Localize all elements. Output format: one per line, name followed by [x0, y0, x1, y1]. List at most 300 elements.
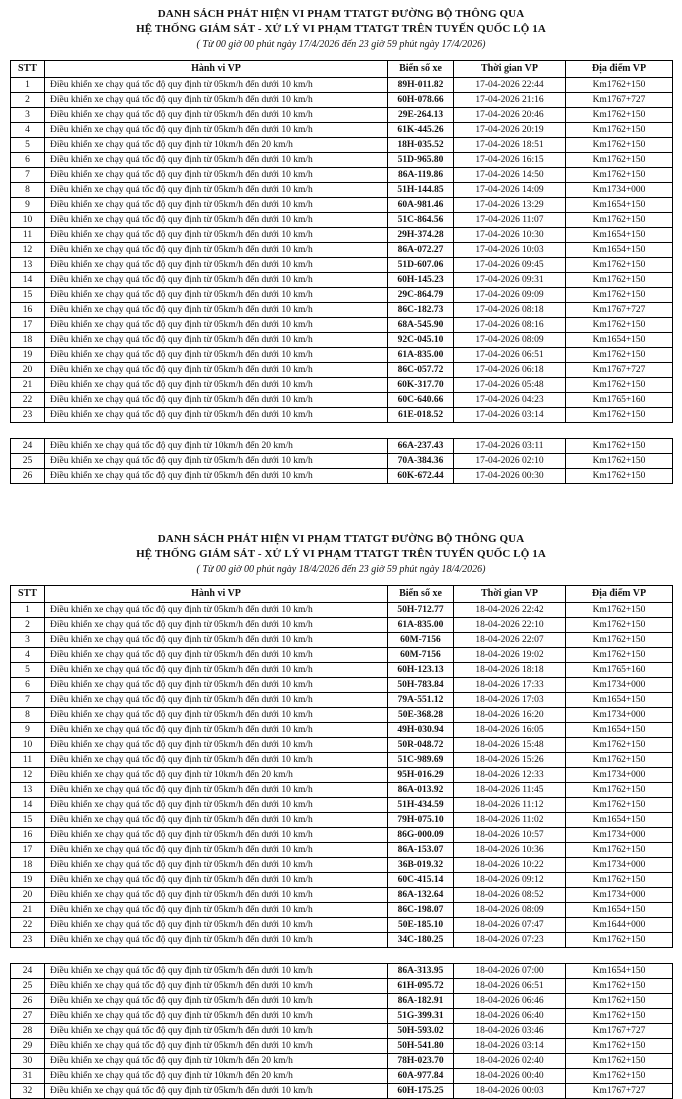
cell-stt: 18 [11, 858, 45, 873]
cell-stt: 24 [11, 964, 45, 979]
cell-plate: 60M-7156 [388, 633, 454, 648]
table-row [11, 408, 673, 423]
table-row [11, 964, 673, 979]
cell-plate: 61H-095.72 [388, 979, 454, 994]
cell-behavior: Điều khiển xe chạy quá tốc độ quy định từ 05km/h đến dưới 10 km/h [45, 108, 388, 123]
cell-stt: 25 [11, 979, 45, 994]
table-header-row [11, 586, 673, 603]
cell-plate: 51C-989.69 [388, 753, 454, 768]
cell-stt: 4 [11, 123, 45, 138]
cell-plate: 60M-7156 [388, 648, 454, 663]
document-title-line2: HỆ THỐNG GIÁM SÁT - XỬ LÝ VI PHẠM TTATGT TRÊN TUYẾN QUỐC LỘ 1A [136, 23, 546, 35]
cell-stt: 5 [11, 663, 45, 678]
table-row [11, 243, 673, 258]
cell-stt: 22 [11, 393, 45, 408]
cell-stt: 11 [11, 753, 45, 768]
cell-behavior: Điều khiển xe chạy quá tốc độ quy định từ 05km/h đến dưới 10 km/h [45, 618, 388, 633]
cell-time: 17-04-2026 08:18 [454, 303, 566, 318]
table-row [11, 753, 673, 768]
table-row [11, 918, 673, 933]
table-row [11, 168, 673, 183]
cell-stt: 10 [11, 738, 45, 753]
cell-time: 17-04-2026 03:14 [454, 408, 566, 423]
cell-plate: 18H-035.52 [388, 138, 454, 153]
cell-location: Km1762+150 [566, 798, 673, 813]
cell-location: Km1762+150 [566, 288, 673, 303]
cell-location: Km1734+000 [566, 678, 673, 693]
cell-plate: 86A-119.86 [388, 168, 454, 183]
table-row [11, 213, 673, 228]
cell-plate: 51G-399.31 [388, 1009, 454, 1024]
cell-time: 17-04-2026 10:03 [454, 243, 566, 258]
cell-time: 17-04-2026 22:44 [454, 78, 566, 93]
cell-behavior: Điều khiển xe chạy quá tốc độ quy định từ 05km/h đến dưới 10 km/h [45, 93, 388, 108]
cell-stt: 15 [11, 288, 45, 303]
cell-behavior: Điều khiển xe chạy quá tốc độ quy định từ 05km/h đến dưới 10 km/h [45, 228, 388, 243]
cell-stt: 23 [11, 933, 45, 948]
cell-plate: 50R-048.72 [388, 738, 454, 753]
violation-report-section-2 [0, 532, 682, 1099]
column-header-behavior: Hành vi VP [45, 586, 388, 603]
cell-plate: 60C-415.14 [388, 873, 454, 888]
table-row [11, 333, 673, 348]
cell-time: 18-04-2026 00:03 [454, 1084, 566, 1099]
cell-plate: 70A-384.36 [388, 454, 454, 469]
cell-plate: 86A-132.64 [388, 888, 454, 903]
cell-plate: 60H-145.23 [388, 273, 454, 288]
cell-plate: 79H-075.10 [388, 813, 454, 828]
table-row [11, 1009, 673, 1024]
cell-stt: 12 [11, 768, 45, 783]
cell-stt: 6 [11, 678, 45, 693]
cell-stt: 15 [11, 813, 45, 828]
cell-stt: 2 [11, 618, 45, 633]
cell-stt: 3 [11, 633, 45, 648]
cell-time: 18-04-2026 12:33 [454, 768, 566, 783]
cell-plate: 34C-180.25 [388, 933, 454, 948]
cell-stt: 5 [11, 138, 45, 153]
cell-time: 17-04-2026 08:09 [454, 333, 566, 348]
table-row [11, 78, 673, 93]
table-row [11, 108, 673, 123]
cell-time: 18-04-2026 15:48 [454, 738, 566, 753]
cell-plate: 50E-368.28 [388, 708, 454, 723]
cell-plate: 86C-182.73 [388, 303, 454, 318]
cell-behavior: Điều khiển xe chạy quá tốc độ quy định từ 05km/h đến dưới 10 km/h [45, 1024, 388, 1039]
cell-time: 18-04-2026 10:22 [454, 858, 566, 873]
table-row [11, 903, 673, 918]
cell-location: Km1762+150 [566, 933, 673, 948]
cell-behavior: Điều khiển xe chạy quá tốc độ quy định từ 05km/h đến dưới 10 km/h [45, 858, 388, 873]
cell-behavior: Điều khiển xe chạy quá tốc độ quy định từ 05km/h đến dưới 10 km/h [45, 753, 388, 768]
cell-time: 17-04-2026 21:16 [454, 93, 566, 108]
table-row [11, 768, 673, 783]
cell-stt: 30 [11, 1054, 45, 1069]
cell-behavior: Điều khiển xe chạy quá tốc độ quy định từ 05km/h đến dưới 10 km/h [45, 633, 388, 648]
cell-location: Km1734+000 [566, 768, 673, 783]
cell-behavior: Điều khiển xe chạy quá tốc độ quy định từ 05km/h đến dưới 10 km/h [45, 273, 388, 288]
cell-location: Km1734+000 [566, 888, 673, 903]
cell-behavior: Điều khiển xe chạy quá tốc độ quy định từ 05km/h đến dưới 10 km/h [45, 903, 388, 918]
cell-time: 18-04-2026 16:05 [454, 723, 566, 738]
table-row [11, 1054, 673, 1069]
column-header-plate: Biển số xe [388, 586, 454, 603]
cell-time: 17-04-2026 06:18 [454, 363, 566, 378]
table-row [11, 618, 673, 633]
cell-location: Km1762+150 [566, 738, 673, 753]
cell-time: 18-04-2026 07:23 [454, 933, 566, 948]
cell-time: 18-04-2026 06:40 [454, 1009, 566, 1024]
cell-time: 17-04-2026 18:51 [454, 138, 566, 153]
cell-time: 18-04-2026 07:47 [454, 918, 566, 933]
cell-behavior: Điều khiển xe chạy quá tốc độ quy định từ 10km/h đến 20 km/h [45, 138, 388, 153]
cell-location: Km1654+150 [566, 243, 673, 258]
cell-time: 18-04-2026 16:20 [454, 708, 566, 723]
table-row [11, 198, 673, 213]
document-date-range: ( Từ 00 giờ 00 phút ngày 18/4/2026 đến 23 giờ 59 phút ngày 18/4/2026) [196, 564, 486, 575]
table-row [11, 1084, 673, 1099]
cell-behavior: Điều khiển xe chạy quá tốc độ quy định từ 05km/h đến dưới 10 km/h [45, 603, 388, 618]
document-title-line1: DANH SÁCH PHÁT HIỆN VI PHẠM TTATGT ĐƯỜNG BỘ THÔNG QUA [157, 8, 525, 20]
cell-plate: 51C-864.56 [388, 213, 454, 228]
column-header-location: Địa điểm VP [566, 61, 673, 78]
cell-behavior: Điều khiển xe chạy quá tốc độ quy định từ 05km/h đến dưới 10 km/h [45, 123, 388, 138]
cell-stt: 1 [11, 603, 45, 618]
cell-location: Km1734+000 [566, 828, 673, 843]
cell-location: Km1654+150 [566, 964, 673, 979]
cell-behavior: Điều khiển xe chạy quá tốc độ quy định từ 05km/h đến dưới 10 km/h [45, 153, 388, 168]
cell-behavior: Điều khiển xe chạy quá tốc độ quy định từ 05km/h đến dưới 10 km/h [45, 678, 388, 693]
cell-stt: 7 [11, 168, 45, 183]
cell-location: Km1762+150 [566, 213, 673, 228]
cell-stt: 8 [11, 183, 45, 198]
cell-plate: 51D-607.06 [388, 258, 454, 273]
cell-location: Km1762+150 [566, 123, 673, 138]
cell-time: 18-04-2026 08:52 [454, 888, 566, 903]
cell-location: Km1654+150 [566, 723, 673, 738]
violations-table-continuation [10, 438, 673, 484]
table-row [11, 258, 673, 273]
cell-location: Km1762+150 [566, 1054, 673, 1069]
cell-stt: 29 [11, 1039, 45, 1054]
table-row [11, 469, 673, 484]
table-row [11, 858, 673, 873]
cell-plate: 86A-153.07 [388, 843, 454, 858]
cell-time: 18-04-2026 02:40 [454, 1054, 566, 1069]
cell-time: 17-04-2026 00:30 [454, 469, 566, 484]
table-row [11, 723, 673, 738]
cell-time: 18-04-2026 22:42 [454, 603, 566, 618]
cell-location: Km1654+150 [566, 693, 673, 708]
cell-stt: 14 [11, 273, 45, 288]
cell-stt: 2 [11, 93, 45, 108]
cell-behavior: Điều khiển xe chạy quá tốc độ quy định từ 05km/h đến dưới 10 km/h [45, 873, 388, 888]
cell-plate: 68A-545.90 [388, 318, 454, 333]
column-header-time: Thời gian VP [454, 586, 566, 603]
cell-behavior: Điều khiển xe chạy quá tốc độ quy định từ 05km/h đến dưới 10 km/h [45, 964, 388, 979]
cell-stt: 25 [11, 454, 45, 469]
cell-time: 17-04-2026 11:07 [454, 213, 566, 228]
table-row [11, 663, 673, 678]
cell-time: 17-04-2026 13:29 [454, 198, 566, 213]
cell-time: 18-04-2026 03:46 [454, 1024, 566, 1039]
cell-location: Km1644+000 [566, 918, 673, 933]
table-row [11, 1039, 673, 1054]
table-row [11, 873, 673, 888]
cell-behavior: Điều khiển xe chạy quá tốc độ quy định từ 05km/h đến dưới 10 km/h [45, 378, 388, 393]
cell-location: Km1762+150 [566, 318, 673, 333]
cell-plate: 61K-445.26 [388, 123, 454, 138]
table-row [11, 228, 673, 243]
cell-time: 18-04-2026 03:14 [454, 1039, 566, 1054]
cell-location: Km1762+150 [566, 138, 673, 153]
cell-plate: 66A-237.43 [388, 439, 454, 454]
cell-location: Km1762+150 [566, 843, 673, 858]
cell-location: Km1762+150 [566, 378, 673, 393]
cell-location: Km1767+727 [566, 1084, 673, 1099]
cell-location: Km1762+150 [566, 618, 673, 633]
cell-stt: 10 [11, 213, 45, 228]
cell-location: Km1762+150 [566, 78, 673, 93]
cell-stt: 13 [11, 258, 45, 273]
cell-behavior: Điều khiển xe chạy quá tốc độ quy định từ 05km/h đến dưới 10 km/h [45, 828, 388, 843]
cell-location: Km1767+727 [566, 93, 673, 108]
cell-time: 18-04-2026 17:03 [454, 693, 566, 708]
cell-time: 17-04-2026 06:51 [454, 348, 566, 363]
cell-location: Km1762+150 [566, 258, 673, 273]
cell-location: Km1762+150 [566, 1069, 673, 1084]
cell-plate: 50H-593.02 [388, 1024, 454, 1039]
cell-time: 18-04-2026 15:26 [454, 753, 566, 768]
cell-location: Km1734+000 [566, 858, 673, 873]
cell-stt: 14 [11, 798, 45, 813]
cell-time: 17-04-2026 20:19 [454, 123, 566, 138]
table-row [11, 813, 673, 828]
cell-stt: 26 [11, 469, 45, 484]
violations-table-main [10, 60, 673, 423]
cell-time: 18-04-2026 19:02 [454, 648, 566, 663]
table-row [11, 678, 673, 693]
cell-location: Km1734+000 [566, 183, 673, 198]
cell-time: 18-04-2026 11:12 [454, 798, 566, 813]
table-row [11, 348, 673, 363]
cell-behavior: Điều khiển xe chạy quá tốc độ quy định từ 05km/h đến dưới 10 km/h [45, 288, 388, 303]
table-row [11, 363, 673, 378]
cell-behavior: Điều khiển xe chạy quá tốc độ quy định từ 05km/h đến dưới 10 km/h [45, 363, 388, 378]
cell-stt: 1 [11, 78, 45, 93]
cell-plate: 60C-640.66 [388, 393, 454, 408]
cell-behavior: Điều khiển xe chạy quá tốc độ quy định từ 05km/h đến dưới 10 km/h [45, 243, 388, 258]
cell-time: 17-04-2026 14:50 [454, 168, 566, 183]
cell-plate: 51H-144.85 [388, 183, 454, 198]
cell-plate: 86A-182.91 [388, 994, 454, 1009]
cell-stt: 19 [11, 873, 45, 888]
cell-behavior: Điều khiển xe chạy quá tốc độ quy định từ 05km/h đến dưới 10 km/h [45, 918, 388, 933]
cell-behavior: Điều khiển xe chạy quá tốc độ quy định từ 05km/h đến dưới 10 km/h [45, 1084, 388, 1099]
cell-location: Km1762+150 [566, 994, 673, 1009]
cell-plate: 29H-374.28 [388, 228, 454, 243]
cell-time: 18-04-2026 00:40 [454, 1069, 566, 1084]
cell-plate: 60H-078.66 [388, 93, 454, 108]
document-date-range: ( Từ 00 giờ 00 phút ngày 17/4/2026 đến 23 giờ 59 phút ngày 17/4/2026) [196, 39, 486, 50]
cell-location: Km1762+150 [566, 603, 673, 618]
cell-plate: 49H-030.94 [388, 723, 454, 738]
cell-behavior: Điều khiển xe chạy quá tốc độ quy định từ 05km/h đến dưới 10 km/h [45, 723, 388, 738]
cell-behavior: Điều khiển xe chạy quá tốc độ quy định từ 05km/h đến dưới 10 km/h [45, 183, 388, 198]
cell-plate: 78H-023.70 [388, 1054, 454, 1069]
cell-location: Km1762+150 [566, 1039, 673, 1054]
table-row [11, 843, 673, 858]
cell-behavior: Điều khiển xe chạy quá tốc độ quy định từ 10km/h đến 20 km/h [45, 1054, 388, 1069]
cell-time: 17-04-2026 09:09 [454, 288, 566, 303]
table-row [11, 318, 673, 333]
cell-plate: 29E-264.13 [388, 108, 454, 123]
column-header-behavior: Hành vi VP [45, 61, 388, 78]
cell-behavior: Điều khiển xe chạy quá tốc độ quy định từ 05km/h đến dưới 10 km/h [45, 933, 388, 948]
cell-plate: 60K-672.44 [388, 469, 454, 484]
table-row [11, 1024, 673, 1039]
cell-behavior: Điều khiển xe chạy quá tốc độ quy định từ 05km/h đến dưới 10 km/h [45, 663, 388, 678]
cell-location: Km1762+150 [566, 753, 673, 768]
table-row [11, 153, 673, 168]
cell-location: Km1762+150 [566, 469, 673, 484]
cell-location: Km1762+150 [566, 648, 673, 663]
cell-stt: 22 [11, 918, 45, 933]
cell-behavior: Điều khiển xe chạy quá tốc độ quy định từ 05km/h đến dưới 10 km/h [45, 994, 388, 1009]
cell-time: 18-04-2026 08:09 [454, 903, 566, 918]
cell-behavior: Điều khiển xe chạy quá tốc độ quy định từ 05km/h đến dưới 10 km/h [45, 693, 388, 708]
cell-behavior: Điều khiển xe chạy quá tốc độ quy định từ 05km/h đến dưới 10 km/h [45, 213, 388, 228]
cell-plate: 86C-057.72 [388, 363, 454, 378]
cell-plate: 86A-313.95 [388, 964, 454, 979]
table-row [11, 933, 673, 948]
cell-behavior: Điều khiển xe chạy quá tốc độ quy định từ 05km/h đến dưới 10 km/h [45, 843, 388, 858]
violations-table-main [10, 585, 673, 948]
cell-plate: 86C-198.07 [388, 903, 454, 918]
cell-behavior: Điều khiển xe chạy quá tốc độ quy định từ 05km/h đến dưới 10 km/h [45, 648, 388, 663]
document-title-line2: HỆ THỐNG GIÁM SÁT - XỬ LÝ VI PHẠM TTATGT TRÊN TUYẾN QUỐC LỘ 1A [136, 548, 546, 560]
cell-stt: 23 [11, 408, 45, 423]
table-row [11, 648, 673, 663]
table-row [11, 378, 673, 393]
table-row [11, 738, 673, 753]
cell-location: Km1762+150 [566, 783, 673, 798]
cell-time: 17-04-2026 10:30 [454, 228, 566, 243]
cell-behavior: Điều khiển xe chạy quá tốc độ quy định từ 10km/h đến 20 km/h [45, 768, 388, 783]
cell-stt: 9 [11, 723, 45, 738]
cell-plate: 86G-000.09 [388, 828, 454, 843]
cell-plate: 36B-019.32 [388, 858, 454, 873]
cell-stt: 24 [11, 439, 45, 454]
cell-plate: 60K-317.70 [388, 378, 454, 393]
table-row [11, 393, 673, 408]
cell-behavior: Điều khiển xe chạy quá tốc độ quy định từ 05km/h đến dưới 10 km/h [45, 813, 388, 828]
cell-stt: 27 [11, 1009, 45, 1024]
cell-location: Km1762+150 [566, 168, 673, 183]
column-header-stt: STT [11, 586, 45, 603]
cell-plate: 95H-016.29 [388, 768, 454, 783]
document-title-line1: DANH SÁCH PHÁT HIỆN VI PHẠM TTATGT ĐƯỜNG BỘ THÔNG QUA [157, 533, 525, 545]
cell-plate: 61E-018.52 [388, 408, 454, 423]
cell-stt: 17 [11, 318, 45, 333]
table-row [11, 138, 673, 153]
cell-location: Km1765+160 [566, 393, 673, 408]
cell-stt: 21 [11, 378, 45, 393]
table-row [11, 633, 673, 648]
column-header-stt: STT [11, 61, 45, 78]
cell-location: Km1767+727 [566, 1024, 673, 1039]
table-header-row [11, 61, 673, 78]
cell-behavior: Điều khiển xe chạy quá tốc độ quy định từ 05km/h đến dưới 10 km/h [45, 1039, 388, 1054]
cell-location: Km1762+150 [566, 979, 673, 994]
cell-stt: 31 [11, 1069, 45, 1084]
cell-behavior: Điều khiển xe chạy quá tốc độ quy định từ 05km/h đến dưới 10 km/h [45, 979, 388, 994]
cell-time: 18-04-2026 09:12 [454, 873, 566, 888]
cell-time: 17-04-2026 14:09 [454, 183, 566, 198]
cell-stt: 12 [11, 243, 45, 258]
cell-time: 17-04-2026 04:23 [454, 393, 566, 408]
cell-plate: 61A-835.00 [388, 618, 454, 633]
cell-location: Km1762+150 [566, 1009, 673, 1024]
cell-location: Km1767+727 [566, 363, 673, 378]
cell-time: 18-04-2026 07:00 [454, 964, 566, 979]
cell-stt: 16 [11, 303, 45, 318]
cell-location: Km1762+150 [566, 439, 673, 454]
cell-stt: 9 [11, 198, 45, 213]
table-row [11, 273, 673, 288]
column-header-time: Thời gian VP [454, 61, 566, 78]
cell-stt: 17 [11, 843, 45, 858]
cell-plate: 86A-072.27 [388, 243, 454, 258]
cell-time: 18-04-2026 17:33 [454, 678, 566, 693]
table-row [11, 454, 673, 469]
cell-location: Km1762+150 [566, 108, 673, 123]
table-row [11, 183, 673, 198]
cell-stt: 20 [11, 363, 45, 378]
cell-behavior: Điều khiển xe chạy quá tốc độ quy định từ 05km/h đến dưới 10 km/h [45, 303, 388, 318]
cell-plate: 60H-175.25 [388, 1084, 454, 1099]
cell-time: 17-04-2026 20:46 [454, 108, 566, 123]
cell-behavior: Điều khiển xe chạy quá tốc độ quy định từ 05km/h đến dưới 10 km/h [45, 738, 388, 753]
table-row [11, 303, 673, 318]
cell-stt: 8 [11, 708, 45, 723]
cell-stt: 28 [11, 1024, 45, 1039]
cell-plate: 92C-045.10 [388, 333, 454, 348]
cell-location: Km1762+150 [566, 153, 673, 168]
cell-behavior: Điều khiển xe chạy quá tốc độ quy định từ 05km/h đến dưới 10 km/h [45, 469, 388, 484]
cell-plate: 50H-541.80 [388, 1039, 454, 1054]
cell-time: 17-04-2026 02:10 [454, 454, 566, 469]
cell-time: 18-04-2026 22:07 [454, 633, 566, 648]
column-header-plate: Biển số xe [388, 61, 454, 78]
cell-location: Km1762+150 [566, 348, 673, 363]
cell-time: 18-04-2026 10:36 [454, 843, 566, 858]
cell-time: 17-04-2026 05:48 [454, 378, 566, 393]
cell-stt: 26 [11, 994, 45, 1009]
cell-time: 17-04-2026 08:16 [454, 318, 566, 333]
cell-time: 17-04-2026 03:11 [454, 439, 566, 454]
violation-report-section-1 [0, 7, 682, 484]
cell-location: Km1654+150 [566, 228, 673, 243]
cell-behavior: Điều khiển xe chạy quá tốc độ quy định từ 05km/h đến dưới 10 km/h [45, 708, 388, 723]
cell-stt: 19 [11, 348, 45, 363]
table-row [11, 828, 673, 843]
cell-behavior: Điều khiển xe chạy quá tốc độ quy định từ 05km/h đến dưới 10 km/h [45, 318, 388, 333]
cell-stt: 18 [11, 333, 45, 348]
cell-time: 18-04-2026 11:02 [454, 813, 566, 828]
cell-location: Km1654+150 [566, 198, 673, 213]
cell-behavior: Điều khiển xe chạy quá tốc độ quy định từ 05km/h đến dưới 10 km/h [45, 333, 388, 348]
